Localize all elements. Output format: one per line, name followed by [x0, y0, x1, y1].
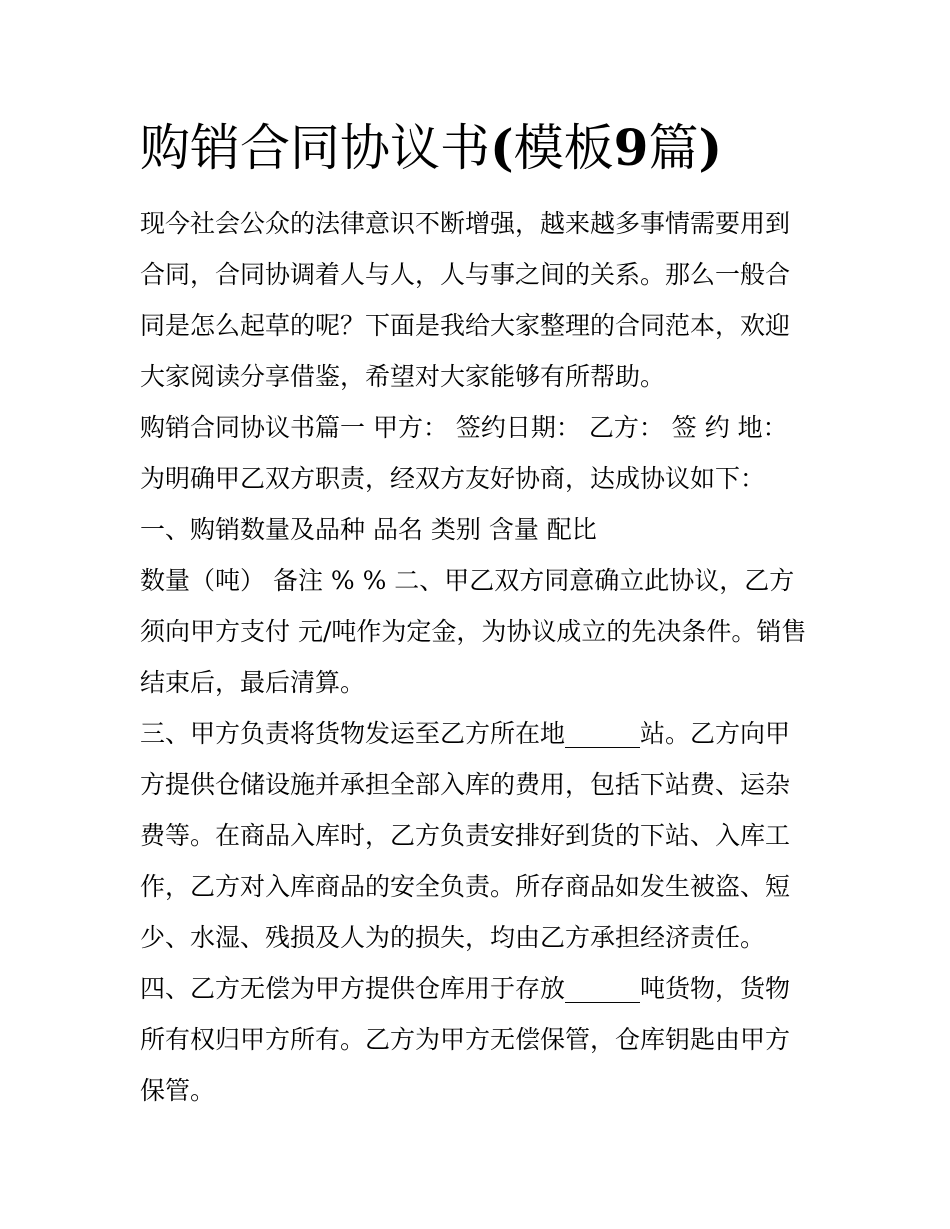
title-close-paren: ) [698, 118, 723, 177]
clause-three-paragraph: 三、甲方负责将货物发运至乙方所在地______站。乙方向甲方提供仓储设施并承担全部入库的费用，包括下站费、运杂费等。在商品入库时，乙方负责安排好到货的下站、入库工作，乙方对入库商品的安全负责。所存商品如发生被盗、短少、水湿、残损及人为的损失，均由乙方承担经济责任。 [140, 719, 791, 952]
document-title [140, 116, 820, 180]
title-main-text: 购销合同协议书 [140, 119, 490, 177]
document-body [140, 198, 814, 1116]
intro-paragraph: 现今社会公众的法律意识不断增强，越来越多事情需要用到合同，合同协调着人与人，人与事之间的关系。那么一般合同是怎么起草的呢？下面是我给大家整理的合同范本，欢迎大家阅读分享借鉴，希望对大家能够有所帮助。 [140, 209, 791, 391]
clause-two-paragraph: 数量（吨） 备注 % % 二、甲乙双方同意确立此协议，乙方须向甲方支付 元/吨作为定金，为协议成立的先决条件。销售结束后，最后清算。 [140, 566, 807, 697]
title-count: 9 [613, 118, 649, 177]
title-chapter-text: 篇 [648, 119, 699, 177]
title-template-text: 模板 [513, 119, 614, 177]
title-open-paren: ( [490, 118, 514, 177]
contract-header-paragraph: 购销合同协议书篇一 甲方： 签约日期： 乙方： 签 约 地： 为明确甲乙双方职责，经双方友好协商，达成协议如下： 一、购销数量及品种 品名 类别 含量 配比 [140, 413, 788, 544]
clause-four-paragraph: 四、乙方无偿为甲方提供仓库用于存放______吨货物，货物所有权归甲方所有。乙方为甲方无偿保管，仓库钥匙由甲方保管。 [140, 974, 791, 1105]
